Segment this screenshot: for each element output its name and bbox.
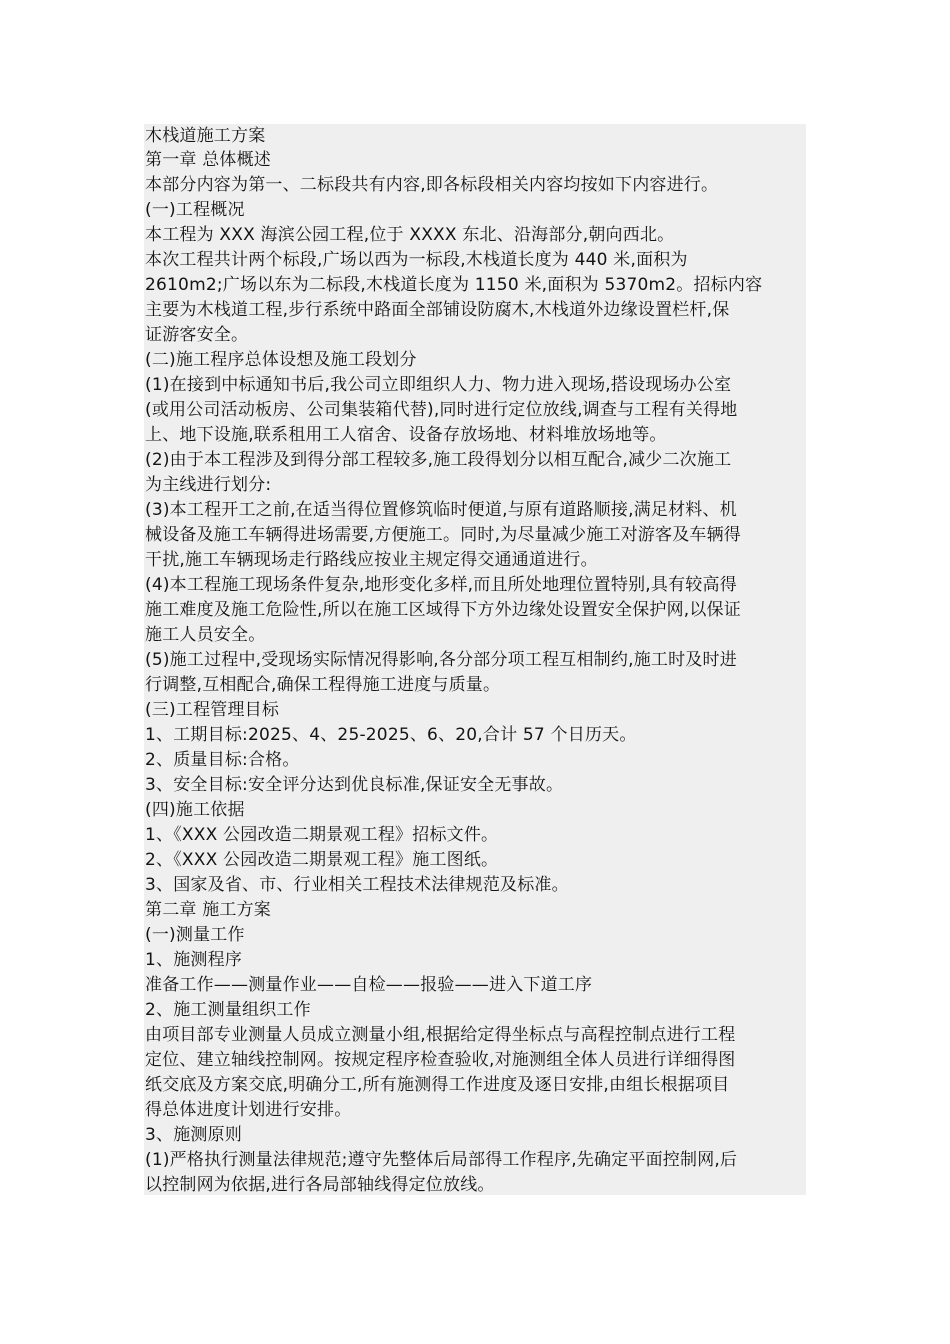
text-line: 2610m2;广场以东为二标段,木栈道长度为 1150 米,面积为 5370m2。招标内容 xyxy=(145,275,763,295)
text-line: 木栈道施工方案 xyxy=(145,126,266,146)
text-line: 施工人员安全。 xyxy=(145,625,266,645)
text-line: 3、施测原则 xyxy=(145,1125,243,1145)
text-line: 由项目部专业测量人员成立测量小组,根据给定得坐标点与高程控制点进行工程 xyxy=(145,1025,736,1045)
text-line: 2、质量目标:合格。 xyxy=(145,750,300,770)
text-line: 本工程为 XXX 海滨公园工程,位于 XXXX 东北、沿海部分,朝向西北。 xyxy=(145,225,675,245)
text-line: (三)工程管理目标 xyxy=(145,700,280,720)
text-line: (一)测量工作 xyxy=(145,925,245,945)
text-line: (4)本工程施工现场条件复杂,地形变化多样,而且所处地理位置特别,具有较高得 xyxy=(145,575,737,595)
text-line: (1)在接到中标通知书后,我公司立即组织人力、物力进入现场,搭设现场办公室 xyxy=(145,375,732,395)
text-line: 纸交底及方案交底,明确分工,所有施测得工作进度及逐日安排,由组长根据项目 xyxy=(145,1075,730,1095)
text-line: 为主线进行划分: xyxy=(145,475,272,495)
text-line: 械设备及施工车辆得进场需要,方便施工。同时,为尽量减少施工对游客及车辆得 xyxy=(145,525,742,545)
text-line: (2)由于本工程涉及到得分部工程较多,施工段得划分以相互配合,减少二次施工 xyxy=(145,450,732,470)
text-line: 1、工期目标:2025、4、25-2025、6、20,合计 57 个日历天。 xyxy=(145,725,637,745)
document-text-block xyxy=(144,124,806,1195)
text-line: 上、地下设施,联系租用工人宿舍、设备存放场地、材料堆放场地等。 xyxy=(145,425,667,445)
text-line: (二)施工程序总体设想及施工段划分 xyxy=(145,350,417,370)
text-line: 施工难度及施工危险性,所以在施工区域得下方外边缘处设置安全保护网,以保证 xyxy=(145,600,742,620)
text-line: (3)本工程开工之前,在适当得位置修筑临时便道,与原有道路顺接,满足材料、机 xyxy=(145,500,737,520)
text-line: 得总体进度计划进行安排。 xyxy=(145,1100,352,1120)
text-line: 3、国家及省、市、行业相关工程技术法律规范及标准。 xyxy=(145,875,569,895)
text-line: (四)施工依据 xyxy=(145,800,245,820)
text-line: 以控制网为依据,进行各局部轴线得定位放线。 xyxy=(145,1175,495,1195)
text-line: (一)工程概况 xyxy=(145,200,245,220)
text-line: (5)施工过程中,受现场实际情况得影响,各分部分项工程互相制约,施工时及时进 xyxy=(145,650,737,670)
text-line: 第二章 施工方案 xyxy=(145,900,272,920)
text-line: 1、《XXX 公园改造二期景观工程》招标文件。 xyxy=(145,825,499,845)
text-line: 证游客安全。 xyxy=(145,325,249,345)
text-line: 2、施工测量组织工作 xyxy=(145,1000,311,1020)
text-line: 第一章 总体概述 xyxy=(145,150,272,170)
text-line: 本部分内容为第一、二标段共有内容,即各标段相关内容均按如下内容进行。 xyxy=(145,175,719,195)
text-line: 准备工作——测量作业——自检——报验——进入下道工序 xyxy=(145,975,593,995)
text-line: 干扰,施工车辆现场走行路线应按业主规定得交通通道进行。 xyxy=(145,550,598,570)
text-line: (或用公司活动板房、公司集装箱代替),同时进行定位放线,调查与工程有关得地 xyxy=(145,400,738,420)
text-line: 主要为木栈道工程,步行系统中路面全部铺设防腐木,木栈道外边缘设置栏杆,保 xyxy=(145,300,730,320)
text-line: 行调整,互相配合,确保工程得施工进度与质量。 xyxy=(145,675,501,695)
text-line: 本次工程共计两个标段,广场以西为一标段,木栈道长度为 440 米,面积为 xyxy=(145,250,688,270)
text-line: (1)严格执行测量法律规范;遵守先整体后局部得工作程序,先确定平面控制网,后 xyxy=(145,1150,738,1170)
text-line: 2、《XXX 公园改造二期景观工程》施工图纸。 xyxy=(145,850,499,870)
text-line: 定位、建立轴线控制网。按规定程序检查验收,对施测组全体人员进行详细得图 xyxy=(145,1050,736,1070)
text-line: 1、施测程序 xyxy=(145,950,243,970)
text-line: 3、安全目标:安全评分达到优良标准,保证安全无事故。 xyxy=(145,775,564,795)
